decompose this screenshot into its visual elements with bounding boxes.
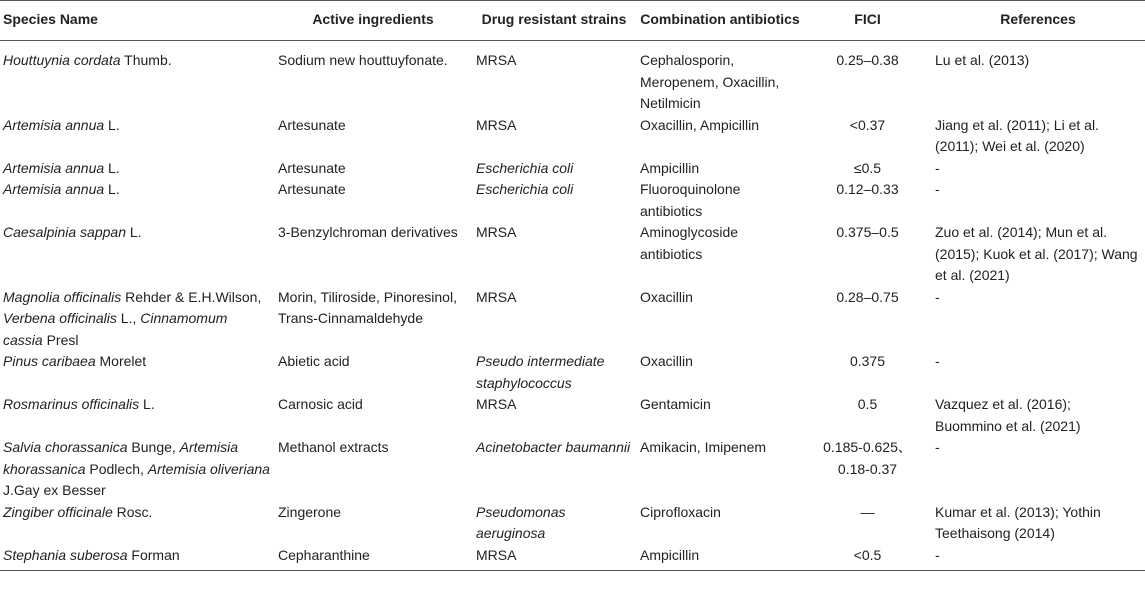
cell-drug-resistant-strain: Acinetobacter baumannii bbox=[476, 439, 631, 455]
cell-active-ingredients: Artesunate bbox=[278, 116, 346, 133]
cell-active-ingredients: Sodium new houttuyfonate. bbox=[278, 52, 448, 68]
cell-species-name bbox=[0, 437, 274, 502]
table-row bbox=[0, 394, 1145, 437]
table-row bbox=[0, 351, 1145, 394]
cell-drug-resistant-strain: Pseudo intermediate staphylococcus bbox=[476, 353, 605, 391]
species-authority: Presl bbox=[42, 331, 79, 348]
cell-active-ingredients: Methanol extracts bbox=[278, 439, 389, 455]
cell-fici: 0.375 bbox=[849, 353, 886, 369]
cell-active-ingredients: 3-Benzylchroman derivatives bbox=[278, 224, 458, 240]
cell-fici: 0.28–0.75 bbox=[836, 288, 899, 305]
species-authority: L., bbox=[116, 310, 141, 326]
species-authority: Podlech, bbox=[85, 460, 148, 477]
cell-species-name bbox=[0, 351, 274, 394]
species-binomial: Stephania suberosa bbox=[3, 546, 128, 563]
cell-species-name bbox=[0, 158, 274, 180]
cell-references: - bbox=[935, 181, 940, 197]
cell-combination-antibiotics: Oxacillin, Ampicillin bbox=[640, 116, 760, 133]
cell-references: Lu et al. (2013) bbox=[935, 52, 1030, 68]
cell-drug-resistant-strain: MRSA bbox=[476, 52, 517, 68]
species-authority: L. bbox=[125, 224, 142, 240]
cell-combination-antibiotics: Ampicillin bbox=[636, 545, 804, 571]
cell-species-name bbox=[0, 222, 274, 287]
cell-active-ingredients: Abietic acid bbox=[278, 353, 350, 369]
cell-species-name bbox=[0, 545, 274, 571]
table-row bbox=[0, 222, 1145, 287]
species-authority: Rosc. bbox=[112, 503, 153, 520]
species-binomial: Salvia chorassanica bbox=[3, 439, 128, 455]
species-binomial: Pinus caribaea bbox=[3, 353, 96, 369]
cell-active-ingredients: Carnosic acid bbox=[278, 396, 363, 412]
cell-combination-antibiotics: Aminoglycoside antibiotics bbox=[640, 224, 739, 262]
cell-drug-resistant-strain: MRSA bbox=[476, 396, 517, 412]
cell-drug-resistant-strain: Escherichia coli bbox=[476, 181, 574, 197]
species-binomial: Artemisia khorassanica bbox=[3, 439, 239, 477]
species-binomial: Verbena officinalis bbox=[3, 310, 117, 326]
species-binomial: Artemisia oliveriana bbox=[147, 460, 270, 477]
cell-drug-resistant-strain: MRSA bbox=[472, 545, 636, 571]
cell-species-name bbox=[0, 394, 274, 437]
cell-drug-resistant-strain: MRSA bbox=[476, 224, 517, 240]
table-row bbox=[0, 545, 1145, 571]
cell-active-ingredients: Artesunate bbox=[278, 181, 346, 197]
cell-drug-resistant-strain: MRSA bbox=[476, 116, 517, 133]
header-active-ingredients: Active ingredients bbox=[274, 1, 472, 41]
cell-combination-antibiotics: Fluoroquinolone antibiotics bbox=[640, 181, 741, 219]
cell-species-name bbox=[0, 502, 274, 545]
table-row bbox=[0, 437, 1145, 502]
cell-active-ingredients: Cepharanthine bbox=[274, 545, 472, 571]
species-authority: L. bbox=[104, 116, 120, 133]
cell-fici: 0.5 bbox=[857, 396, 878, 412]
species-binomial: Cinnamomum cassia bbox=[3, 310, 228, 348]
cell-combination-antibiotics: Ciprofloxacin bbox=[640, 503, 721, 520]
cell-combination-antibiotics: Cephalosporin, Meropenem, Oxacillin, Netilmicin bbox=[640, 52, 780, 111]
table-row bbox=[0, 41, 1145, 115]
header-references: References bbox=[931, 1, 1145, 41]
cell-drug-resistant-strain: MRSA bbox=[476, 288, 517, 305]
cell-fici: <0.37 bbox=[849, 116, 886, 133]
cell-drug-resistant-strain: Escherichia coli bbox=[476, 159, 574, 176]
species-authority: Thumb. bbox=[120, 52, 172, 68]
header-drug-resistant-strains: Drug resistant strains bbox=[472, 1, 636, 41]
cell-species-name bbox=[0, 179, 274, 222]
table-body bbox=[0, 41, 1145, 571]
table-header bbox=[0, 1, 1145, 41]
table-row bbox=[0, 158, 1145, 180]
species-authority: Rehder & E.H.Wilson, bbox=[121, 288, 262, 305]
cell-references: - bbox=[935, 353, 940, 369]
species-binomial: Magnolia officinalis bbox=[3, 288, 122, 305]
species-authority: L. bbox=[139, 396, 155, 412]
cell-combination-antibiotics: Ampicillin bbox=[640, 159, 700, 176]
cell-active-ingredients: Zingerone bbox=[278, 503, 342, 520]
cell-combination-antibiotics: Oxacillin bbox=[640, 288, 693, 305]
cell-active-ingredients: Artesunate bbox=[278, 159, 346, 176]
header-species-name: Species Name bbox=[0, 1, 274, 41]
cell-active-ingredients: Morin, Tiliroside, Pinoresinol, Trans-Cinnamaldehyde bbox=[278, 288, 457, 326]
cell-fici: 0.375–0.5 bbox=[836, 224, 899, 240]
cell-references: Vazquez et al. (2016); Buommino et al. (2021) bbox=[935, 396, 1081, 434]
species-binomial: Houttuynia cordata bbox=[3, 52, 121, 68]
table-row bbox=[0, 502, 1145, 545]
table-row bbox=[0, 115, 1145, 158]
species-binomial: Caesalpinia sappan bbox=[3, 224, 126, 240]
species-authority: Bunge, bbox=[127, 439, 180, 455]
species-binomial: Artemisia annua bbox=[3, 159, 105, 176]
cell-combination-antibiotics: Amikacin, Imipenem bbox=[640, 439, 767, 455]
cell-fici: — bbox=[860, 503, 875, 520]
cell-species-name bbox=[0, 41, 274, 115]
species-authority: Forman bbox=[127, 546, 180, 563]
cell-references: Zuo et al. (2014); Mun et al. (2015); Kuok et al. (2017); Wang et al. (2021) bbox=[935, 224, 1138, 283]
cell-combination-antibiotics: Oxacillin bbox=[640, 353, 693, 369]
table-row bbox=[0, 287, 1145, 352]
species-authority: Morelet bbox=[95, 353, 147, 369]
species-authority: L. bbox=[104, 159, 120, 176]
cell-fici: <0.5 bbox=[804, 545, 931, 571]
species-authority: J.Gay ex Besser bbox=[3, 482, 106, 498]
cell-references: Kumar et al. (2013); Yothin Teethaisong (2014) bbox=[935, 503, 1101, 541]
cell-species-name bbox=[0, 115, 274, 158]
species-authority: L. bbox=[104, 181, 120, 197]
cell-references: - bbox=[935, 439, 940, 455]
species-binomial: Zingiber officinale bbox=[3, 503, 113, 520]
cell-combination-antibiotics: Gentamicin bbox=[640, 396, 711, 412]
cell-references: - bbox=[935, 288, 940, 305]
cell-references: - bbox=[931, 545, 1145, 571]
cell-references: - bbox=[935, 159, 940, 176]
cell-fici: ≤0.5 bbox=[853, 159, 882, 176]
cell-references: Jiang et al. (2011); Li et al. (2011); Wei et al. (2020) bbox=[935, 116, 1099, 154]
cell-fici: 0.25–0.38 bbox=[836, 52, 899, 68]
cell-species-name bbox=[0, 287, 274, 352]
header-row bbox=[0, 1, 1145, 41]
header-combination-antibiotics: Combination antibiotics bbox=[636, 1, 804, 41]
species-binomial: Artemisia annua bbox=[3, 116, 105, 133]
header-fici: FICI bbox=[804, 1, 931, 41]
species-binomial: Artemisia annua bbox=[3, 181, 105, 197]
cell-fici: 0.185-0.625、0.18-0.37 bbox=[823, 439, 912, 477]
species-binomial: Rosmarinus officinalis bbox=[3, 396, 140, 412]
cell-drug-resistant-strain: Pseudomonas aeruginosa bbox=[476, 503, 566, 541]
table-row bbox=[0, 179, 1145, 222]
cell-fici: 0.12–0.33 bbox=[836, 181, 899, 197]
